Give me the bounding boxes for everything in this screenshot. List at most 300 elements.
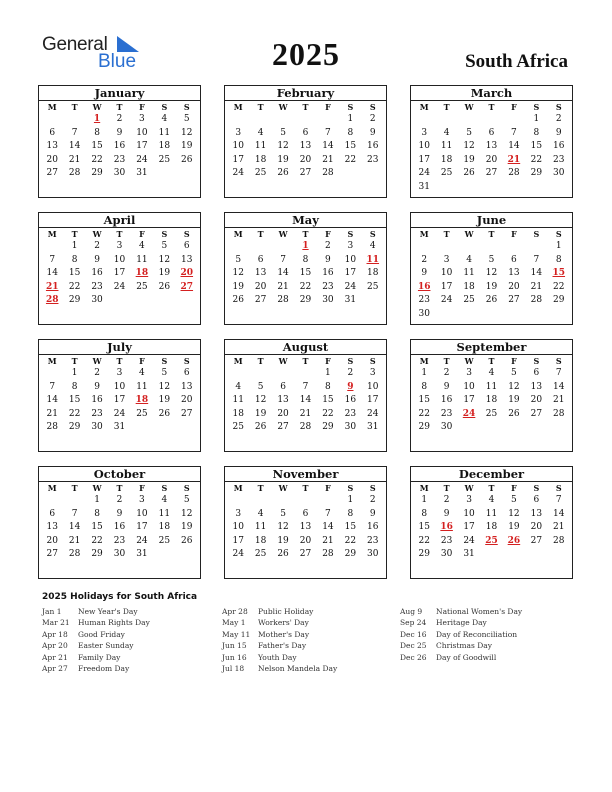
weekday-header: T	[443, 356, 450, 366]
day: 9	[94, 381, 100, 392]
day: 27	[299, 549, 312, 560]
holiday-name: Heritage Day	[436, 618, 487, 628]
weekday-header: T	[71, 229, 78, 239]
empty-cell	[294, 494, 316, 508]
day: 9	[116, 508, 123, 519]
weekday-header: T	[443, 102, 450, 112]
day: 3	[369, 368, 376, 378]
holiday-column	[222, 606, 337, 674]
day: 18	[158, 141, 171, 152]
day: 19	[158, 268, 171, 279]
day: 3	[235, 127, 242, 138]
weekday-header: T	[116, 356, 123, 366]
day-grid	[411, 355, 572, 435]
day: 25	[463, 295, 475, 306]
day: 21	[322, 154, 334, 165]
day: 6	[533, 495, 540, 505]
month-september	[410, 339, 573, 452]
weekday-header: F	[325, 102, 331, 112]
holiday-name: Father's Day	[258, 641, 307, 651]
day: 12	[181, 508, 193, 519]
day: 12	[158, 381, 171, 392]
day: 7	[49, 381, 56, 392]
day: 28	[299, 422, 312, 433]
day-grid	[411, 228, 572, 322]
weekday-header: T	[71, 102, 78, 112]
day: 29	[418, 422, 430, 433]
day: 23	[418, 295, 430, 306]
day: 16	[91, 395, 103, 406]
day: 7	[280, 254, 286, 265]
day: 18	[485, 522, 498, 533]
holidays-title: 2025 Holidays for South Africa	[42, 592, 198, 602]
day: 16	[367, 522, 379, 533]
weekday-header: W	[92, 229, 102, 239]
day: 9	[369, 127, 376, 138]
day: 18	[254, 535, 267, 546]
day: 2	[421, 254, 428, 265]
day: 26	[277, 168, 289, 179]
empty-cell	[413, 240, 435, 254]
day: 24	[113, 408, 126, 419]
day: 6	[49, 127, 56, 138]
weekday-header: S	[161, 102, 168, 112]
day: 12	[277, 522, 289, 533]
day: 6	[183, 368, 190, 378]
empty-cell	[435, 113, 457, 127]
weekday-header: S	[369, 102, 376, 112]
weekday-header: T	[443, 483, 450, 493]
day: 24	[232, 168, 244, 179]
day: 25	[485, 408, 498, 419]
day: 20	[508, 281, 520, 292]
day: 6	[302, 127, 309, 138]
day: 29	[68, 295, 81, 306]
holiday-row	[400, 617, 522, 628]
weekday-header: W	[464, 483, 474, 493]
day: 18	[463, 281, 475, 292]
day: 23	[367, 154, 379, 165]
day: 4	[161, 495, 168, 505]
day: 25	[254, 549, 267, 560]
weekday-header: S	[183, 229, 190, 239]
month-february	[224, 85, 387, 198]
day: 12	[508, 508, 520, 519]
month-january	[38, 85, 201, 198]
weekday-header: S	[183, 356, 190, 366]
day-grid	[411, 101, 572, 195]
holiday-name: Human Rights Day	[78, 618, 150, 628]
day: 12	[463, 141, 475, 152]
day: 15	[418, 395, 430, 406]
holiday-date: Apr 18	[42, 629, 68, 639]
empty-cell	[435, 240, 457, 254]
weekday-header: S	[347, 102, 354, 112]
weekday-header: F	[325, 356, 331, 366]
holiday-day: 1	[302, 241, 309, 251]
day: 29	[530, 168, 543, 179]
month-name: March	[411, 86, 572, 101]
day: 30	[553, 168, 565, 179]
day: 9	[555, 127, 562, 138]
day: 11	[485, 508, 498, 519]
holiday-date: Jul 18	[222, 663, 245, 673]
day: 12	[485, 268, 498, 279]
weekday-header: F	[139, 356, 145, 366]
day: 13	[46, 141, 58, 152]
weekday-header: F	[511, 483, 517, 493]
day: 3	[421, 127, 428, 138]
day: 11	[136, 254, 148, 265]
weekday-header: T	[71, 356, 78, 366]
weekday-header: M	[419, 102, 429, 112]
day: 23	[91, 281, 103, 292]
day: 23	[344, 408, 357, 419]
day: 26	[463, 168, 475, 179]
day: 14	[46, 268, 58, 279]
day: 23	[440, 408, 453, 419]
weekday-header: S	[369, 229, 376, 239]
day: 21	[553, 522, 565, 533]
day: 22	[418, 535, 430, 546]
day: 27	[46, 168, 58, 179]
day: 5	[466, 127, 472, 138]
month-october	[38, 466, 201, 579]
day: 12	[232, 268, 244, 279]
day: 21	[299, 408, 312, 419]
weekday-header: W	[278, 102, 288, 112]
weekday-header: T	[488, 229, 495, 239]
day: 5	[257, 381, 264, 392]
weekday-header: S	[161, 356, 168, 366]
holiday-day: 1	[93, 114, 101, 124]
holiday-name: Workers' Day	[258, 618, 309, 628]
month-name: September	[411, 340, 572, 355]
empty-cell	[227, 113, 249, 127]
day: 14	[322, 141, 334, 152]
day: 31	[463, 549, 475, 560]
day: 15	[530, 141, 543, 152]
day: 22	[68, 408, 81, 419]
day: 24	[113, 281, 126, 292]
day: 25	[440, 168, 453, 179]
empty-cell	[480, 240, 502, 254]
day: 15	[418, 522, 430, 533]
day: 4	[139, 368, 145, 378]
day: 8	[71, 254, 78, 265]
empty-cell	[41, 113, 63, 127]
empty-cell	[63, 494, 85, 508]
holiday-day: 24	[462, 408, 476, 419]
month-april	[38, 212, 201, 325]
weekday-header: W	[92, 102, 102, 112]
day: 19	[181, 522, 193, 533]
day: 5	[280, 127, 286, 138]
day: 29	[344, 549, 357, 560]
day: 13	[254, 268, 267, 279]
day: 6	[257, 254, 264, 265]
holiday-date: Dec 25	[400, 641, 427, 651]
day: 15	[68, 395, 81, 406]
day: 18	[158, 522, 171, 533]
day: 22	[322, 408, 334, 419]
day: 15	[68, 268, 81, 279]
month-june	[410, 212, 573, 325]
day: 27	[508, 295, 520, 306]
holiday-date: Aug 9	[400, 607, 423, 616]
day: 28	[508, 168, 520, 179]
weekday-header: F	[325, 229, 331, 239]
day: 11	[463, 268, 475, 279]
day: 6	[302, 508, 309, 519]
weekday-header: M	[47, 356, 57, 366]
day: 17	[463, 522, 475, 533]
day: 6	[533, 368, 540, 378]
day: 4	[139, 241, 145, 251]
empty-cell	[227, 240, 249, 254]
holiday-date: Jun 15	[222, 641, 247, 651]
day: 22	[299, 281, 312, 292]
weekday-header: F	[139, 229, 145, 239]
day: 3	[466, 368, 472, 378]
holiday-day: 21	[507, 154, 521, 165]
day: 2	[443, 368, 450, 378]
weekday-header: T	[488, 356, 495, 366]
country-label: South Africa	[465, 51, 568, 72]
holiday-date: Mar 21	[42, 618, 70, 628]
day: 26	[508, 408, 520, 419]
day: 14	[277, 268, 289, 279]
day: 14	[68, 522, 81, 533]
weekday-header: T	[116, 483, 123, 493]
day: 29	[322, 422, 334, 433]
day: 29	[91, 168, 103, 179]
day: 13	[530, 381, 543, 392]
holiday-row	[222, 663, 337, 674]
day: 28	[68, 168, 81, 179]
holiday-row	[222, 640, 337, 651]
weekday-header: M	[419, 356, 429, 366]
weekday-header: S	[533, 102, 540, 112]
day: 19	[277, 154, 289, 165]
holiday-name: Mother's Day	[258, 629, 310, 639]
day: 5	[511, 495, 517, 505]
empty-cell	[272, 240, 294, 254]
day: 19	[508, 395, 520, 406]
day: 2	[116, 495, 123, 505]
day: 3	[116, 241, 123, 251]
holiday-name: Youth Day	[258, 652, 297, 662]
day: 13	[46, 522, 58, 533]
day-grid	[39, 355, 200, 435]
weekday-header: T	[488, 483, 495, 493]
weekday-header: W	[92, 356, 102, 366]
day: 27	[46, 549, 58, 560]
empty-cell	[317, 113, 339, 127]
day: 12	[508, 381, 520, 392]
day: 22	[91, 154, 103, 165]
day: 4	[235, 381, 242, 392]
month-name: October	[39, 467, 200, 482]
day: 2	[443, 495, 450, 505]
holiday-name: Day of Goodwill	[436, 652, 497, 662]
day: 15	[91, 141, 103, 152]
empty-cell	[41, 367, 63, 381]
day: 13	[530, 508, 543, 519]
weekday-header: M	[233, 102, 243, 112]
weekday-header: S	[555, 356, 562, 366]
day: 1	[421, 368, 428, 378]
holiday-row	[222, 606, 337, 617]
day: 2	[94, 368, 100, 378]
day: 24	[463, 535, 475, 546]
day: 18	[440, 154, 453, 165]
day: 15	[299, 268, 312, 279]
day: 18	[485, 395, 498, 406]
day: 10	[232, 141, 244, 152]
day: 31	[113, 422, 126, 433]
day: 15	[322, 395, 334, 406]
day: 25	[232, 422, 244, 433]
weekday-header: T	[116, 229, 123, 239]
day: 3	[139, 114, 145, 124]
day: 26	[158, 408, 171, 419]
weekday-header: T	[302, 229, 309, 239]
day: 16	[113, 141, 126, 152]
empty-cell	[503, 240, 525, 254]
day: 31	[344, 295, 357, 306]
day: 7	[325, 508, 331, 519]
day: 25	[136, 281, 148, 292]
day: 27	[254, 295, 267, 306]
weekday-header: T	[116, 102, 123, 112]
day: 10	[232, 522, 244, 533]
holiday-name: Good Friday	[78, 629, 125, 639]
day: 21	[277, 281, 289, 292]
day: 3	[443, 254, 450, 265]
day: 30	[322, 295, 334, 306]
day: 20	[46, 154, 58, 165]
day: 22	[344, 535, 357, 546]
empty-cell	[272, 367, 294, 381]
empty-cell	[249, 113, 271, 127]
day: 25	[367, 281, 379, 292]
weekday-header: S	[347, 483, 354, 493]
day: 6	[183, 241, 190, 251]
holiday-day: 9	[347, 381, 354, 392]
weekday-header: F	[511, 102, 517, 112]
empty-cell	[249, 494, 271, 508]
empty-cell	[227, 494, 249, 508]
weekday-header: M	[233, 229, 243, 239]
day: 6	[280, 381, 286, 392]
day: 4	[466, 254, 472, 265]
day: 20	[299, 154, 312, 165]
day: 21	[46, 408, 58, 419]
day: 8	[94, 127, 100, 138]
day: 1	[555, 241, 562, 251]
day: 11	[254, 141, 267, 152]
weekday-header: T	[257, 102, 264, 112]
day: 19	[254, 408, 267, 419]
day: 19	[508, 522, 520, 533]
empty-cell	[63, 113, 85, 127]
day: 2	[369, 114, 376, 124]
day: 25	[254, 168, 267, 179]
day-grid	[411, 482, 572, 562]
holiday-day: 27	[180, 281, 194, 292]
day: 15	[91, 522, 103, 533]
empty-cell	[525, 240, 547, 254]
day: 17	[440, 281, 453, 292]
day: 24	[136, 535, 148, 546]
day: 13	[181, 254, 193, 265]
holiday-row	[42, 640, 150, 651]
day: 3	[116, 368, 123, 378]
weekday-header: T	[302, 483, 309, 493]
weekday-header: S	[161, 229, 168, 239]
day: 13	[485, 141, 498, 152]
day: 19	[277, 535, 289, 546]
day: 3	[235, 508, 242, 519]
month-name: December	[411, 467, 572, 482]
holiday-date: May 11	[222, 629, 251, 639]
day: 18	[232, 408, 244, 419]
holiday-date: Sep 24	[400, 618, 427, 628]
day: 30	[113, 168, 126, 179]
weekday-header: S	[369, 483, 376, 493]
day: 17	[232, 535, 244, 546]
empty-cell	[503, 113, 525, 127]
day: 24	[367, 408, 379, 419]
day: 24	[232, 549, 244, 560]
day: 27	[299, 168, 312, 179]
holiday-row	[222, 629, 337, 640]
day: 17	[113, 395, 126, 406]
day: 27	[530, 535, 543, 546]
empty-cell	[480, 113, 502, 127]
day-grid	[225, 355, 386, 435]
weekday-header: T	[302, 102, 309, 112]
page-title: 2025	[272, 36, 340, 72]
day: 1	[533, 114, 540, 124]
weekday-header: S	[555, 102, 562, 112]
day: 22	[530, 154, 543, 165]
day: 8	[555, 254, 562, 265]
day: 26	[254, 422, 267, 433]
day: 29	[91, 549, 103, 560]
day: 29	[68, 422, 81, 433]
day: 26	[485, 295, 498, 306]
day: 5	[488, 254, 495, 265]
day: 7	[71, 508, 78, 519]
empty-cell	[458, 240, 480, 254]
holiday-row	[222, 617, 337, 628]
day: 7	[533, 254, 540, 265]
day: 17	[232, 154, 244, 165]
day: 12	[181, 127, 193, 138]
holiday-name: Nelson Mandela Day	[258, 663, 338, 673]
weekday-header: F	[139, 102, 145, 112]
day: 28	[530, 295, 543, 306]
weekday-header: S	[555, 483, 562, 493]
day: 4	[369, 241, 376, 251]
holiday-name: Easter Sunday	[78, 641, 134, 651]
day: 20	[277, 408, 289, 419]
day: 21	[322, 535, 334, 546]
holiday-date: Apr 20	[42, 641, 68, 651]
holiday-row	[42, 617, 150, 628]
